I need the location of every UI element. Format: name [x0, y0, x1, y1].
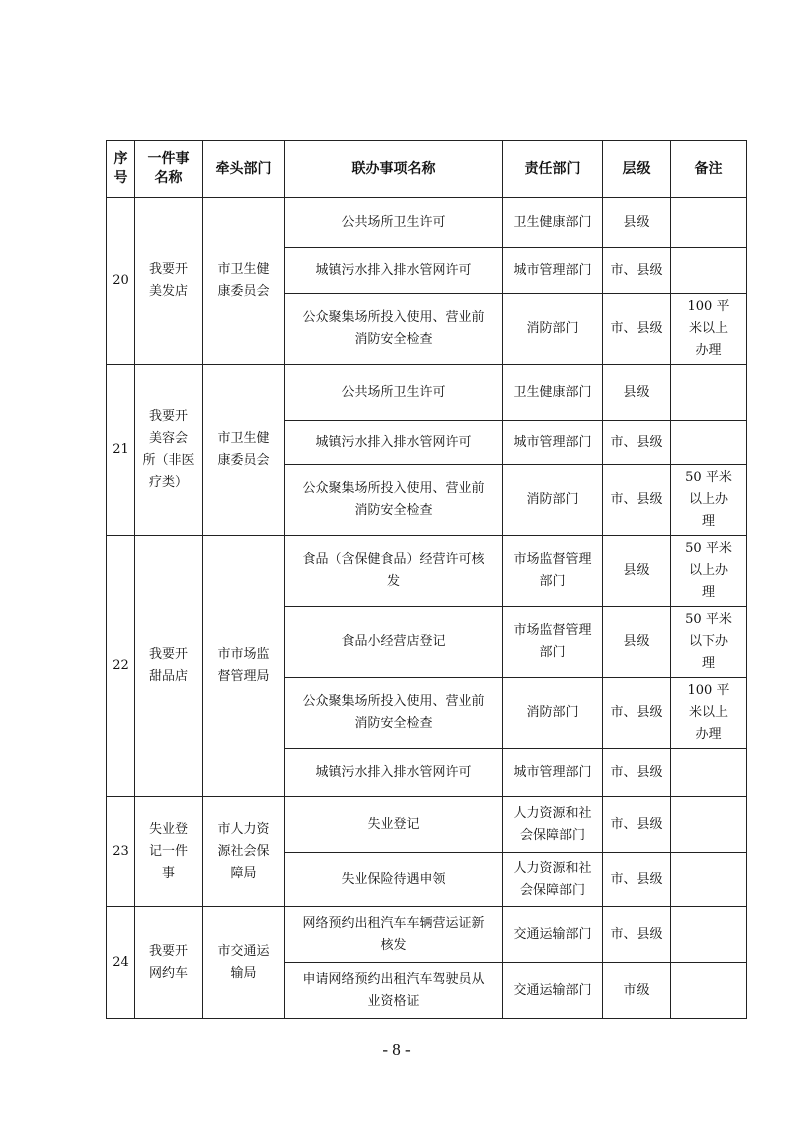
cell-lead-dept — [203, 797, 285, 907]
header-level: 层级 — [603, 141, 671, 198]
cell-note — [671, 963, 747, 1019]
cell-joint-item-text: 城镇污水排入排水管网许可 — [315, 262, 472, 278]
cell-matter-name-text: 我要开 美发店 — [148, 262, 188, 299]
cell-level — [603, 536, 671, 607]
cell-resp-dept-text: 交通运输部门 — [513, 926, 592, 942]
table-header-row — [107, 141, 747, 198]
cell-joint-item — [285, 749, 503, 797]
cell-level — [603, 421, 671, 465]
table-body — [107, 198, 747, 1019]
cell-joint-item — [285, 797, 503, 853]
cell-note — [671, 678, 747, 749]
cell-resp-dept-text: 城市管理部门 — [513, 434, 592, 450]
cell-level — [603, 607, 671, 678]
cell-resp-dept — [503, 294, 603, 365]
cell-level-text: 市、县级 — [610, 262, 663, 278]
table-row — [107, 198, 747, 248]
cell-level-text: 市、县级 — [610, 764, 663, 780]
table-row — [107, 365, 747, 421]
cell-matter-name — [135, 797, 203, 907]
cell-resp-dept — [503, 853, 603, 907]
cell-note — [671, 248, 747, 294]
cell-seq — [107, 198, 135, 365]
cell-resp-dept — [503, 198, 603, 248]
page-number: - 8 - — [382, 1040, 411, 1059]
cell-level — [603, 907, 671, 963]
cell-joint-item-text: 网络预约出租汽车车辆营运证新 核发 — [302, 915, 485, 953]
cell-lead-dept — [203, 198, 285, 365]
cell-joint-item — [285, 536, 503, 607]
cell-resp-dept-text: 消防部门 — [526, 492, 579, 507]
cell-seq-text: 21 — [112, 442, 129, 457]
cell-joint-item — [285, 465, 503, 536]
cell-resp-dept — [503, 248, 603, 294]
cell-resp-dept — [503, 797, 603, 853]
cell-seq-text: 24 — [112, 954, 129, 970]
cell-joint-item-text: 食品小经营店登记 — [341, 634, 446, 649]
cell-resp-dept-text: 城市管理部门 — [513, 764, 592, 780]
cell-resp-dept-text: 市场监督管理 部门 — [513, 552, 592, 589]
cell-joint-item — [285, 678, 503, 749]
cell-joint-item — [285, 365, 503, 421]
cell-note — [671, 853, 747, 907]
cell-level — [603, 465, 671, 536]
cell-level-text: 市、县级 — [610, 434, 663, 450]
cell-matter-name-text: 失业登 记一件 事 — [148, 821, 188, 881]
cell-resp-dept-text: 人力资源和社 会保障部门 — [513, 805, 592, 843]
cell-joint-item-text: 申请网络预约出租汽车驾驶员从 业资格证 — [302, 971, 485, 1009]
header-resp-dept: 责任部门 — [503, 141, 603, 198]
cell-joint-item — [285, 421, 503, 465]
cell-resp-dept-text: 人力资源和社 会保障部门 — [513, 860, 592, 898]
cell-joint-item — [285, 853, 503, 907]
cell-level-text: 市、县级 — [610, 816, 663, 832]
table-row — [107, 797, 747, 853]
cell-level-text: 县级 — [623, 214, 650, 230]
cell-lead-dept-text: 市卫生健 康委员会 — [217, 431, 270, 468]
cell-matter-name — [135, 198, 203, 365]
cell-level-text: 县级 — [623, 634, 650, 649]
cell-level — [603, 198, 671, 248]
cell-resp-dept — [503, 536, 603, 607]
cell-level — [603, 749, 671, 797]
cell-note — [671, 294, 747, 365]
cell-matter-name — [135, 907, 203, 1019]
cell-seq-text: 23 — [112, 843, 129, 859]
cell-resp-dept — [503, 421, 603, 465]
cell-joint-item-text: 失业登记 — [367, 816, 420, 832]
cell-resp-dept-text: 市场监督管理 部门 — [513, 623, 592, 660]
cell-matter-name-text: 我要开 网约车 — [148, 943, 188, 981]
cell-resp-dept — [503, 607, 603, 678]
cell-resp-dept — [503, 678, 603, 749]
cell-seq — [107, 907, 135, 1019]
cell-resp-dept — [503, 963, 603, 1019]
cell-note — [671, 907, 747, 963]
cell-resp-dept — [503, 465, 603, 536]
cell-lead-dept — [203, 907, 285, 1019]
cell-seq — [107, 536, 135, 797]
cell-joint-item — [285, 963, 503, 1019]
cell-matter-name — [135, 365, 203, 536]
table-row — [107, 536, 747, 607]
cell-seq-text: 22 — [112, 658, 129, 673]
cell-note — [671, 198, 747, 248]
cell-level-text: 市、县级 — [610, 926, 663, 942]
cell-lead-dept-text: 市市场监 督管理局 — [217, 647, 270, 684]
cell-level — [603, 853, 671, 907]
cell-joint-item-text: 城镇污水排入排水管网许可 — [315, 434, 472, 450]
cell-resp-dept — [503, 365, 603, 421]
cell-note-text: 50 平米 以上办 理 — [685, 470, 732, 529]
cell-level — [603, 678, 671, 749]
cell-level-text: 市、县级 — [610, 871, 663, 887]
cell-joint-item — [285, 248, 503, 294]
cell-note — [671, 465, 747, 536]
cell-note — [671, 536, 747, 607]
cell-matter-name — [135, 536, 203, 797]
cell-lead-dept-text: 市人力资 源社会保 障局 — [217, 821, 270, 881]
header-note: 备注 — [671, 141, 747, 198]
cell-note — [671, 749, 747, 797]
cell-seq-text: 20 — [112, 273, 129, 288]
header-joint-item: 联办事项名称 — [285, 141, 503, 198]
cell-joint-item — [285, 607, 503, 678]
cell-joint-item-text: 公众聚集场所投入使用、营业前 消防安全检查 — [302, 481, 485, 518]
cell-joint-item-text: 城镇污水排入排水管网许可 — [315, 764, 472, 780]
cell-level-text: 市、县级 — [610, 705, 663, 720]
cell-joint-item — [285, 294, 503, 365]
cell-joint-item-text: 公众聚集场所投入使用、营业前 消防安全检查 — [302, 310, 485, 347]
cell-resp-dept-text: 交通运输部门 — [513, 982, 592, 998]
header-seq: 序 号 — [107, 141, 135, 198]
cell-note — [671, 607, 747, 678]
cell-level — [603, 797, 671, 853]
cell-level-text: 县级 — [623, 384, 650, 400]
cell-seq — [107, 365, 135, 536]
cell-resp-dept-text: 卫生健康部门 — [513, 384, 592, 400]
cell-joint-item — [285, 198, 503, 248]
cell-level — [603, 248, 671, 294]
cell-resp-dept — [503, 907, 603, 963]
cell-resp-dept-text: 城市管理部门 — [513, 262, 592, 278]
cell-level — [603, 963, 671, 1019]
table-row — [107, 907, 747, 963]
cell-level-text: 市级 — [623, 982, 650, 998]
cell-note-text: 100 平 米以上 办理 — [687, 683, 730, 742]
cell-matter-name-text: 我要开 甜品店 — [148, 647, 188, 684]
cell-resp-dept — [503, 749, 603, 797]
cell-level-text: 市、县级 — [610, 321, 663, 336]
cell-joint-item-text: 公共场所卫生许可 — [341, 384, 446, 400]
cell-note — [671, 365, 747, 421]
cell-joint-item-text: 失业保险待遇申领 — [341, 871, 446, 887]
cell-joint-item-text: 公共场所卫生许可 — [341, 214, 446, 230]
cell-joint-item — [285, 907, 503, 963]
cell-note-text: 50 平米 以上办 理 — [685, 541, 732, 600]
cell-matter-name-text: 我要开 美容会 所（非医 疗类） — [142, 409, 195, 490]
cell-joint-item-text: 食品（含保健食品）经营许可核 发 — [302, 552, 485, 589]
cell-joint-item-text: 公众聚集场所投入使用、营业前 消防安全检查 — [302, 694, 485, 731]
cell-note — [671, 797, 747, 853]
cell-level — [603, 365, 671, 421]
cell-level — [603, 294, 671, 365]
cell-resp-dept-text: 消防部门 — [526, 321, 579, 336]
cell-note-text: 50 平米 以下办 理 — [685, 612, 732, 671]
header-matter-name: 一件事 名称 — [135, 141, 203, 198]
cell-resp-dept-text: 卫生健康部门 — [513, 214, 592, 230]
matters-table — [106, 140, 747, 1019]
cell-note-text: 100 平 米以上 办理 — [687, 299, 730, 358]
cell-level-text: 市、县级 — [610, 492, 663, 507]
cell-seq — [107, 797, 135, 907]
cell-level-text: 县级 — [623, 563, 650, 578]
cell-resp-dept-text: 消防部门 — [526, 705, 579, 720]
cell-note — [671, 421, 747, 465]
cell-lead-dept-text: 市卫生健 康委员会 — [217, 262, 270, 299]
cell-lead-dept-text: 市交通运 输局 — [217, 943, 270, 981]
cell-lead-dept — [203, 365, 285, 536]
header-lead-dept: 牵头部门 — [203, 141, 285, 198]
cell-lead-dept — [203, 536, 285, 797]
